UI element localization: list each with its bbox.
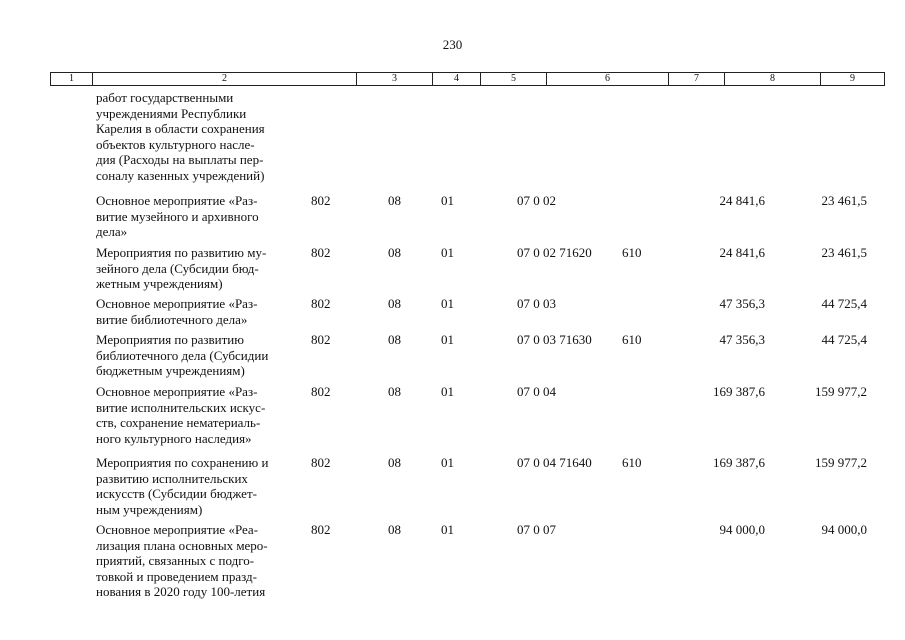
header-col-4: 4 <box>433 73 481 85</box>
description-line: зейного дела (Субсидии бюд- <box>96 260 259 276</box>
cell-expense-type: 610 <box>622 245 642 260</box>
cell-target-article: 07 0 02 71620 <box>517 245 592 260</box>
row-description <box>96 384 308 446</box>
cell-gr-code: 802 <box>311 384 331 399</box>
description-line: Основное мероприятие «Реа- <box>96 522 259 537</box>
description-line: работ государственными <box>96 90 234 105</box>
cell-amount-year-1: 94 000,0 <box>719 522 765 537</box>
page-number: 230 <box>442 37 463 52</box>
cell-subsection: 01 <box>441 384 454 399</box>
header-col-6: 6 <box>547 73 669 85</box>
header-col-1: 1 <box>51 73 93 85</box>
cell-subsection: 01 <box>441 193 454 208</box>
description-line: ного культурного наследия» <box>96 430 252 446</box>
cell-amount-year-1: 47 356,3 <box>719 296 765 311</box>
description-line: Мероприятия по развитию му- <box>96 245 267 260</box>
cell-subsection: 01 <box>441 522 454 537</box>
row-description <box>96 90 308 183</box>
cell-subsection: 01 <box>441 332 454 347</box>
cell-gr-code: 802 <box>311 296 331 311</box>
cell-section: 08 <box>388 296 401 311</box>
cell-gr-code: 802 <box>311 245 331 260</box>
description-line: приятий, связанных с подго- <box>96 553 255 568</box>
cell-section: 08 <box>388 332 401 347</box>
cell-amount-year-2: 159 977,2 <box>815 384 867 399</box>
cell-section: 08 <box>388 455 401 470</box>
description-line: дела» <box>96 224 128 239</box>
description-line: жетным учреждениям) <box>96 276 223 291</box>
cell-target-article: 07 0 04 71640 <box>517 455 592 470</box>
cell-target-article: 07 0 07 <box>517 522 556 537</box>
cell-expense-type: 610 <box>622 455 642 470</box>
description-line: товкой и проведением празд- <box>96 568 257 584</box>
cell-amount-year-1: 24 841,6 <box>719 245 765 260</box>
cell-section: 08 <box>388 522 401 537</box>
header-col-9: 9 <box>850 73 855 84</box>
row-description <box>96 193 308 240</box>
header-col-2: 2 <box>93 73 357 85</box>
cell-target-article: 07 0 02 <box>517 193 556 208</box>
cell-amount-year-1: 169 387,6 <box>713 384 765 399</box>
cell-amount-year-2: 44 725,4 <box>821 332 867 347</box>
row-description <box>96 296 308 327</box>
description-line: витие исполнительских искус- <box>96 399 266 415</box>
cell-amount-year-2: 23 461,5 <box>821 193 867 208</box>
description-line: Карелия в области сохранения <box>96 121 265 136</box>
description-line: бюджетным учреждениям) <box>96 363 245 378</box>
header-col-7: 7 <box>669 73 725 85</box>
description-line: искусств (Субсидии бюджет- <box>96 486 257 501</box>
cell-amount-year-1: 47 356,3 <box>719 332 765 347</box>
cell-subsection: 01 <box>441 455 454 470</box>
description-line: учреждениями Республики <box>96 105 247 121</box>
cell-subsection: 01 <box>441 296 454 311</box>
description-line: нования в 2020 году 100-летия <box>96 584 266 599</box>
cell-amount-year-2: 23 461,5 <box>821 245 867 260</box>
description-line: развитию исполнительских <box>96 470 248 486</box>
description-line: Мероприятия по сохранению и <box>96 455 269 470</box>
description-line: витие библиотечного дела» <box>96 311 248 327</box>
row-description <box>96 455 308 517</box>
description-line: объектов культурного насле- <box>96 136 255 152</box>
row-description <box>96 522 308 600</box>
cell-expense-type: 610 <box>622 332 642 347</box>
cell-amount-year-1: 169 387,6 <box>713 455 765 470</box>
cell-subsection: 01 <box>441 245 454 260</box>
description-line: Основное мероприятие «Раз- <box>96 193 258 208</box>
header-col-5: 5 <box>481 73 547 85</box>
cell-amount-year-1: 24 841,6 <box>719 193 765 208</box>
description-line: ств, сохранение нематериаль- <box>96 415 261 430</box>
description-line: витие музейного и архивного <box>96 208 259 224</box>
description-line: дия (Расходы на выплаты пер- <box>96 152 264 167</box>
cell-target-article: 07 0 03 71630 <box>517 332 592 347</box>
description-line: Основное мероприятие «Раз- <box>96 384 258 399</box>
description-line: библиотечного дела (Субсидии <box>96 347 269 363</box>
description-line: соналу казенных учреждений) <box>96 167 265 183</box>
cell-gr-code: 802 <box>311 332 331 347</box>
cell-amount-year-2: 159 977,2 <box>815 455 867 470</box>
cell-amount-year-2: 94 000,0 <box>821 522 867 537</box>
cell-target-article: 07 0 03 <box>517 296 556 311</box>
row-description <box>96 332 308 379</box>
cell-gr-code: 802 <box>311 193 331 208</box>
cell-target-article: 07 0 04 <box>517 384 556 399</box>
cell-gr-code: 802 <box>311 455 331 470</box>
header-col-3: 3 <box>357 73 433 85</box>
table-header <box>50 72 885 86</box>
description-line: Основное мероприятие «Раз- <box>96 296 258 311</box>
cell-amount-year-2: 44 725,4 <box>821 296 867 311</box>
description-line: лизация плана основных меро- <box>96 537 268 553</box>
description-line: ным учреждениям) <box>96 501 203 517</box>
cell-section: 08 <box>388 193 401 208</box>
description-line: Мероприятия по развитию <box>96 332 244 347</box>
row-description <box>96 245 308 292</box>
cell-gr-code: 802 <box>311 522 331 537</box>
cell-section: 08 <box>388 384 401 399</box>
header-col-8: 8 <box>725 73 821 85</box>
cell-section: 08 <box>388 245 401 260</box>
